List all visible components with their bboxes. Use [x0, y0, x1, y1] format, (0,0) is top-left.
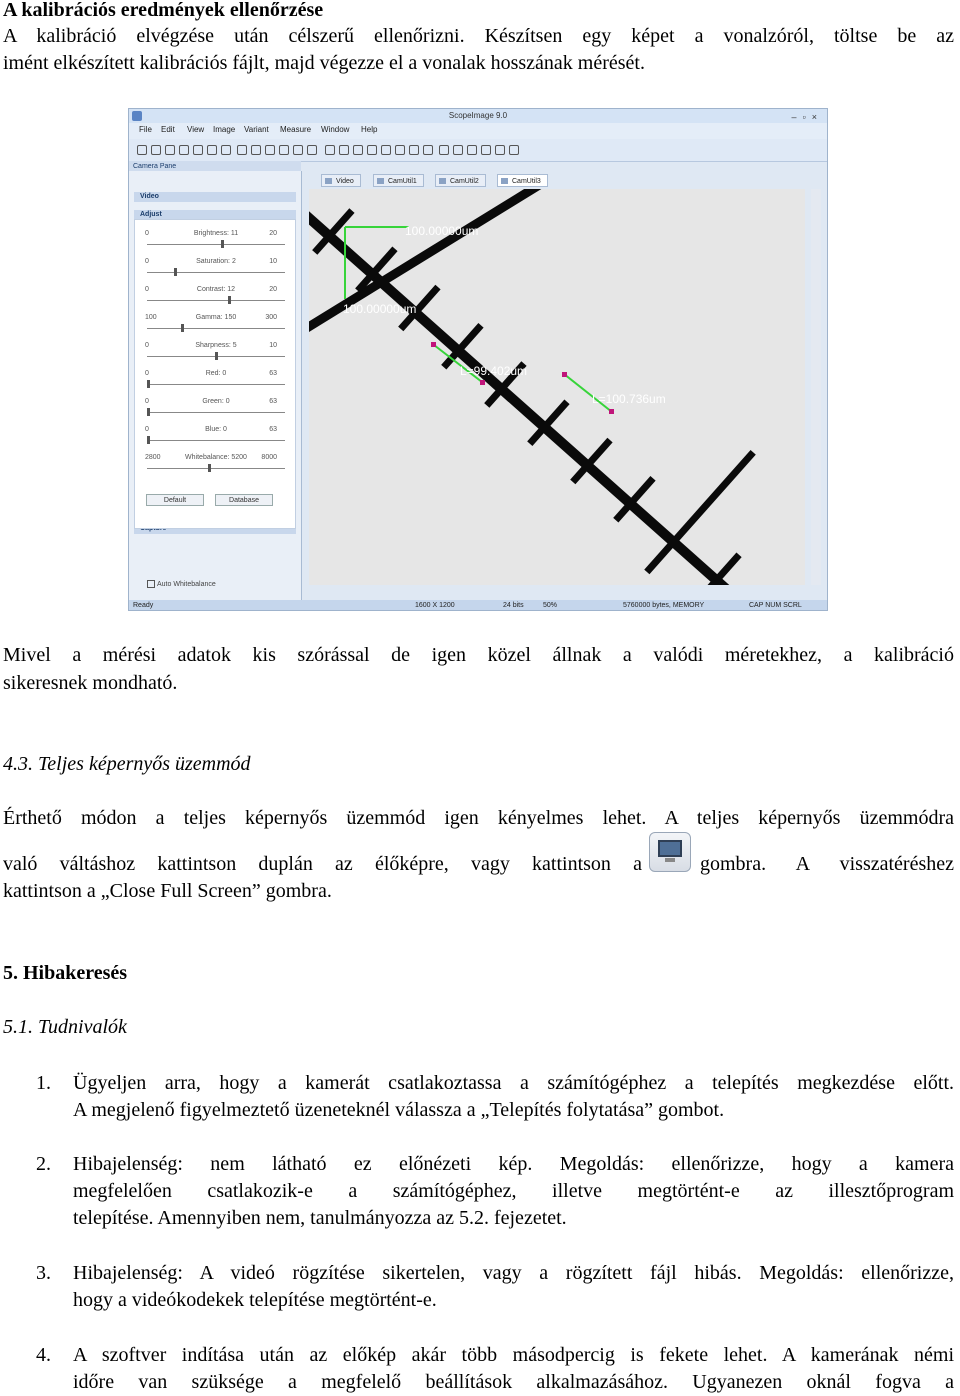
- list-item-line: A szoftver indítása után az előkép akár több másodpercig is fekete lehet. A kamerának némi: [73, 1344, 954, 1366]
- video-tab-icon: [325, 178, 332, 184]
- scale-label-v: 100.00000um: [343, 302, 417, 316]
- toolbar-tool-icon[interactable]: [279, 145, 289, 155]
- menu-edit[interactable]: Edit: [161, 125, 175, 134]
- toolbar-tool-icon[interactable]: [453, 145, 463, 155]
- default-button[interactable]: Default: [146, 494, 204, 506]
- slider-label: Sharpness: 5: [195, 342, 237, 349]
- slider-label: Gamma: 150: [195, 314, 237, 321]
- slider-min: 0: [145, 398, 149, 405]
- list-item-line: hogy a videókodekek telepítése megtörtént-e.: [73, 1289, 437, 1311]
- adjust-slider[interactable]: [147, 468, 285, 469]
- measure-marker: [609, 409, 614, 414]
- toolbar-tool-icon[interactable]: [179, 145, 189, 155]
- toolbar-tool-icon[interactable]: [137, 145, 147, 155]
- toolbar-tool-icon[interactable]: [509, 145, 519, 155]
- menu-window[interactable]: Window: [321, 125, 350, 134]
- toolbar-tool-icon[interactable]: [381, 145, 391, 155]
- app-titlebar: [129, 109, 827, 123]
- group-video[interactable]: Video: [134, 192, 296, 202]
- adjust-panel: [134, 219, 296, 588]
- tab-label: CamUtil2: [450, 178, 479, 185]
- slider-label: Brightness: 11: [193, 230, 239, 237]
- status-keys: CAP NUM SCRL: [749, 602, 802, 609]
- measure-marker: [431, 342, 436, 347]
- slider-thumb[interactable]: [174, 268, 177, 276]
- group-adjust[interactable]: Adjust: [134, 210, 296, 220]
- fullscreen-monitor-icon: [658, 840, 682, 857]
- toolbar-tool-icon[interactable]: [367, 145, 377, 155]
- menu-image[interactable]: Image: [213, 125, 236, 134]
- slider-thumb[interactable]: [181, 324, 184, 332]
- toolbar-tool-icon[interactable]: [439, 145, 449, 155]
- window-controls-icon: –▫×: [791, 112, 823, 122]
- tab-video[interactable]: [321, 174, 361, 187]
- toolbar-tool-icon[interactable]: [193, 145, 203, 155]
- subsection-heading-notes: 5.1. Tudnivalók: [3, 1016, 127, 1038]
- slider-min: 0: [145, 342, 149, 349]
- list-item-line: megfelelően csatlakozik-e a számítógéphez, illetve megtörtént-e az illesztőprogram: [73, 1180, 954, 1202]
- toolbar-tool-icon[interactable]: [481, 145, 491, 155]
- slider-min: 100: [145, 314, 157, 321]
- slider-max: 10: [269, 342, 277, 349]
- tab-camutil1[interactable]: [373, 174, 424, 187]
- status-bar: [129, 600, 827, 611]
- tab-camutil2[interactable]: [435, 174, 486, 187]
- slider-max: 10: [269, 258, 277, 265]
- slider-label: Saturation: 2: [196, 258, 236, 265]
- ruler-image: [309, 189, 805, 585]
- toolbar-tool-icon[interactable]: [237, 145, 247, 155]
- slider-min: 0: [145, 286, 149, 293]
- adjust-slider[interactable]: [147, 272, 285, 273]
- toolbar-tool-icon[interactable]: [495, 145, 505, 155]
- fullscreen-line-3: kattintson a „Close Full Screen” gombra.: [3, 880, 332, 902]
- slider-thumb[interactable]: [147, 408, 150, 416]
- list-item-number: 3.: [36, 1262, 51, 1284]
- adjust-slider[interactable]: [147, 440, 285, 441]
- toolbar-tool-icon[interactable]: [395, 145, 405, 155]
- slider-thumb[interactable]: [147, 436, 150, 444]
- measure-label-1: L=99.402um: [460, 364, 528, 378]
- list-item-number: 4.: [36, 1344, 51, 1366]
- vertical-scrollbar[interactable]: [811, 189, 821, 585]
- slider-label: Green: 0: [202, 398, 230, 405]
- intro-line-1: A kalibráció elvégzése után célszerű ellenőrizni. Készítsen egy képet a vonalzóról, töltse be az: [3, 25, 954, 47]
- slider-max: 20: [269, 286, 277, 293]
- camera-pane-title: Camera Pane: [129, 161, 301, 172]
- list-item-number: 2.: [36, 1153, 51, 1175]
- slider-min: 0: [145, 426, 149, 433]
- slider-max: 20: [269, 230, 277, 237]
- toolbar: [129, 139, 827, 162]
- fullscreen-button: [649, 832, 691, 872]
- conclusion-line-1: Mivel a mérési adatok kis szórással de igen közel állnak a valódi méretekhez, a kalibráció: [3, 644, 954, 666]
- subsection-heading-fullscreen: 4.3. Teljes képernyős üzemmód: [3, 753, 251, 775]
- slider-min: 0: [145, 230, 149, 237]
- image-tab-icon: [439, 178, 446, 184]
- status-bits: 24 bits: [503, 602, 524, 609]
- tab-label: Video: [336, 178, 354, 185]
- adjust-slider[interactable]: [147, 412, 285, 413]
- slider-max: 63: [269, 426, 277, 433]
- conclusion-line-2: sikeresnek mondható.: [3, 672, 178, 694]
- document-tabs: [309, 172, 819, 188]
- toolbar-tool-icon[interactable]: [339, 145, 349, 155]
- slider-label: Red: 0: [205, 370, 227, 377]
- adjust-slider[interactable]: [147, 356, 285, 357]
- status-zoom: 50%: [543, 602, 558, 609]
- toolbar-tool-icon[interactable]: [207, 145, 217, 155]
- tab-label: CamUtil3: [512, 178, 541, 185]
- slider-label: Contrast: 12: [196, 286, 236, 293]
- menu-file[interactable]: File: [139, 125, 152, 134]
- status-ready: Ready: [133, 602, 154, 609]
- section-heading-troubleshooting: 5. Hibakeresés: [3, 962, 128, 984]
- slider-min: 0: [145, 258, 149, 265]
- list-item-line: Hibajelenség: nem látható ez előnézeti kép. Megoldás: ellenőrizze, hogy a kamera: [73, 1153, 954, 1175]
- auto-whitebalance-checkbox[interactable]: [147, 580, 216, 588]
- intro-line-2: imént elkészített kalibrációs fájlt, majd végezze el a vonalak hosszának mérését.: [3, 52, 645, 74]
- toolbar-tool-icon[interactable]: [251, 145, 261, 155]
- toolbar-tool-icon[interactable]: [467, 145, 477, 155]
- adjust-slider[interactable]: [147, 300, 285, 301]
- app-title: ScopeImage 9.0: [448, 111, 508, 120]
- measure-marker: [480, 380, 485, 385]
- slider-thumb[interactable]: [147, 380, 150, 388]
- menubar: [129, 123, 827, 139]
- monitor-stand-icon: [665, 858, 675, 862]
- fullscreen-line-2-after: gombra. A visszatéréshez: [700, 853, 954, 875]
- checkbox-icon[interactable]: [147, 580, 155, 588]
- database-button[interactable]: Database: [215, 494, 273, 506]
- tab-camutil3[interactable]: [497, 174, 548, 187]
- adjust-slider[interactable]: [147, 244, 285, 245]
- toolbar-tool-icon[interactable]: [409, 145, 419, 155]
- slider-thumb[interactable]: [228, 296, 231, 304]
- adjust-slider[interactable]: [147, 328, 285, 329]
- adjust-slider[interactable]: [147, 384, 285, 385]
- slider-label: Whitebalance: 5200: [185, 454, 247, 461]
- slider-max: 63: [269, 398, 277, 405]
- tab-label: CamUtil1: [388, 178, 417, 185]
- slider-thumb[interactable]: [221, 240, 224, 248]
- fullscreen-line-1: Érthető módon a teljes képernyős üzemmód igen kényelmes lehet. A teljes képernyős üzemmódra: [3, 807, 954, 829]
- list-item-line: Ügyeljen arra, hogy a kamerát csatlakoztassa a számítógéphez a telepítés megkezdése előtt.: [73, 1072, 954, 1094]
- toolbar-tool-icon[interactable]: [423, 145, 433, 155]
- menu-variant[interactable]: Variant: [244, 125, 269, 134]
- slider-thumb[interactable]: [208, 464, 211, 472]
- software-screenshot: [128, 108, 828, 611]
- image-tab-icon: [501, 178, 508, 184]
- slider-max: 300: [265, 314, 277, 321]
- section-heading-calibration-check: A kalibrációs eredmények ellenőrzése: [3, 0, 324, 21]
- slider-thumb[interactable]: [215, 352, 218, 360]
- status-resolution: 1600 X 1200: [415, 602, 455, 609]
- toolbar-tool-icon[interactable]: [151, 145, 161, 155]
- toolbar-tool-icon[interactable]: [221, 145, 231, 155]
- measure-label-2: L=100.736um: [592, 392, 666, 406]
- list-item-line: időre van szüksége a megfelelő beállítások alkalmazásához. Ugyanezen oknál fogva a: [73, 1371, 954, 1393]
- toolbar-tool-icon[interactable]: [165, 145, 175, 155]
- toolbar-tool-icon[interactable]: [307, 145, 317, 155]
- toolbar-tool-icon[interactable]: [325, 145, 335, 155]
- menu-view[interactable]: View: [187, 125, 205, 134]
- toolbar-tool-icon[interactable]: [293, 145, 303, 155]
- slider-min: 2800: [145, 454, 161, 461]
- slider-min: 0: [145, 370, 149, 377]
- scale-label-h: 100.00000um: [405, 224, 479, 238]
- fullscreen-line-2-before: való váltáshoz kattintson duplán az élőképre, vagy kattintson a: [3, 853, 642, 875]
- menu-measure[interactable]: Measure: [280, 125, 312, 134]
- slider-max: 8000: [261, 454, 277, 461]
- slider-max: 63: [269, 370, 277, 377]
- menu-help[interactable]: Help: [361, 125, 378, 134]
- status-memory: 5760000 bytes, MEMORY: [623, 602, 705, 609]
- app-logo-icon: [132, 111, 142, 121]
- image-tab-icon: [377, 178, 384, 184]
- list-item-line: telepítése. Amennyiben nem, tanulmányozza az 5.2. fejezetet.: [73, 1207, 567, 1229]
- list-item-number: 1.: [36, 1072, 51, 1094]
- measure-marker: [562, 372, 567, 377]
- image-view[interactable]: [309, 189, 805, 585]
- toolbar-tool-icon[interactable]: [353, 145, 363, 155]
- list-item-line: Hibajelenség: A videó rögzítése sikertelen, vagy a rögzített fájl hibás. Megoldás: ellenőrizze,: [73, 1262, 954, 1284]
- slider-label: Blue: 0: [205, 426, 227, 433]
- toolbar-tool-icon[interactable]: [265, 145, 275, 155]
- auto-whitebalance-label: Auto Whitebalance: [157, 580, 216, 588]
- list-item-line: A megjelenő figyelmeztető üzeneteknél válassza a „Telepítés folytatása” gombot.: [73, 1099, 725, 1121]
